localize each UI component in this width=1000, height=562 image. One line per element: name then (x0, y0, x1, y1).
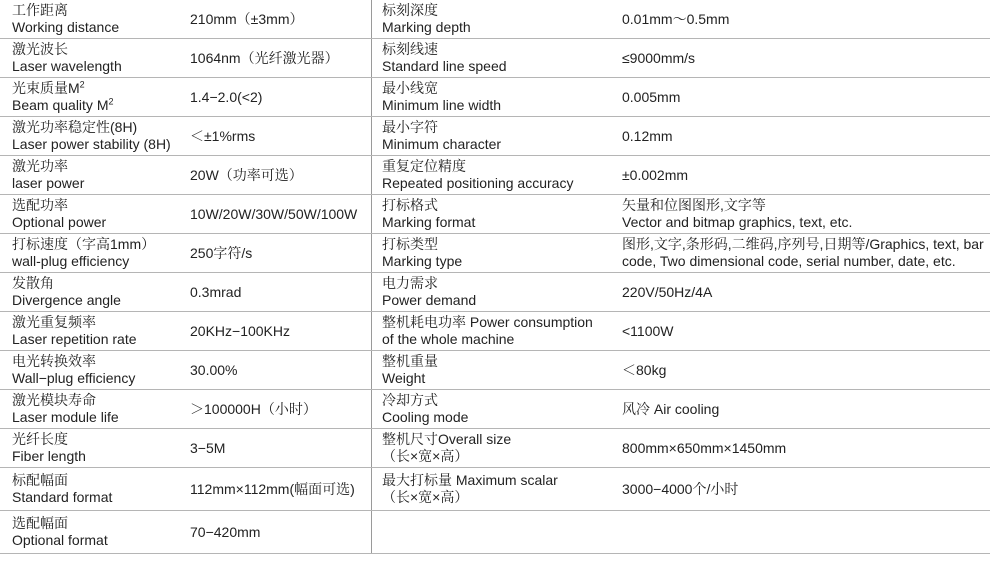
param-name-en: Weight (382, 370, 426, 386)
table-row (0, 468, 990, 511)
param-value (622, 78, 988, 116)
table-row (0, 78, 990, 117)
param-value-text: <1100W (622, 322, 674, 339)
param-name (12, 156, 182, 194)
param-value (190, 468, 370, 510)
param-value-text: 20W（功率可选） (190, 166, 303, 183)
param-name (12, 39, 182, 77)
param-value (622, 39, 988, 77)
param-name (382, 468, 618, 510)
param-name (12, 78, 182, 116)
param-name-en (12, 97, 182, 114)
param-value-text: 0.12mm (622, 127, 673, 144)
param-value (622, 117, 988, 155)
param-value (190, 312, 370, 350)
param-value-text: ＜±1%rms (190, 127, 256, 144)
param-name (382, 351, 618, 389)
param-value (622, 312, 988, 350)
param-name (382, 0, 618, 38)
table-row (0, 156, 990, 195)
param-name (12, 429, 182, 467)
param-name-zh (12, 80, 182, 97)
param-value-text: 1064nm（光纤激光器） (190, 49, 339, 66)
param-name-zh: 最小线宽 (382, 80, 438, 96)
param-name-en: Laser module life (12, 409, 119, 425)
param-name-zh: 激光模块寿命 (12, 392, 96, 408)
param-value (622, 390, 988, 428)
param-value (622, 429, 988, 467)
param-name-en: Divergence angle (12, 292, 121, 308)
param-value (190, 351, 370, 389)
param-value-text: 112mm×112mm(幅面可选) (190, 480, 355, 497)
param-name-en: Laser wavelength (12, 58, 122, 74)
param-name-en-text: Beam quality M (12, 97, 109, 113)
param-value-text: 风冷 Air cooling (622, 400, 720, 417)
param-name-zh: 标刻线速 (382, 41, 438, 57)
param-value-text: Vector and bitmap graphics, text, etc. (622, 214, 853, 230)
param-value-text: 图形,文字,条形码,二维码,序列号,日期等/Graphics, text, bar code, Two dimensional code, serial number, date, etc. (622, 236, 984, 269)
param-value (190, 156, 370, 194)
param-name-en: Optional format (12, 532, 108, 548)
param-name (382, 156, 618, 194)
param-name-zh: 打标类型 (382, 236, 438, 252)
param-value (190, 117, 370, 155)
table-row (0, 0, 990, 39)
param-name (382, 511, 618, 553)
param-value-text: 0.01mm～0.5mm (622, 10, 730, 27)
param-value-text: 800mm×650mm×1450mm (622, 439, 787, 456)
table-row (0, 273, 990, 312)
param-name (382, 312, 618, 350)
param-value (622, 511, 988, 553)
param-value-text: 3000−4000个/小时 (622, 480, 739, 497)
table-row (0, 390, 990, 429)
param-name-zh: 标刻深度 (382, 2, 438, 18)
param-value-text: 0.005mm (622, 88, 681, 105)
superscript: 2 (108, 96, 114, 107)
param-value-text: 3−5M (190, 439, 226, 456)
param-value (190, 39, 370, 77)
param-value (190, 273, 370, 311)
param-value-text: ＞100000H（小时） (190, 400, 317, 417)
param-name (12, 117, 182, 155)
table-row (0, 511, 990, 554)
param-value-text: 矢量和位图图形,文字等 (622, 197, 766, 213)
param-name-en: Standard line speed (382, 58, 507, 74)
param-name-zh: 选配幅面 (12, 515, 68, 531)
param-name-en: Repeated positioning accuracy (382, 175, 574, 191)
param-value-text: 20KHz−100KHz (190, 322, 291, 339)
table-row (0, 117, 990, 156)
param-name-en: （长×宽×高） (382, 489, 469, 505)
table-row (0, 234, 990, 273)
param-value (622, 468, 988, 510)
param-name-zh: 激光功率 (12, 158, 68, 174)
param-name (382, 195, 618, 233)
param-name (382, 78, 618, 116)
param-name (12, 511, 182, 553)
param-value-text: ≤9000mm/s (622, 49, 696, 66)
param-value-text: 1.4−2.0(<2) (190, 88, 263, 105)
param-name-zh: 整机重量 (382, 353, 438, 369)
param-name (12, 312, 182, 350)
param-name-en: Wall−plug efficiency (12, 370, 136, 386)
param-name-zh: 激光波长 (12, 41, 68, 57)
param-value (622, 156, 988, 194)
param-name-en: Marking depth (382, 19, 471, 35)
param-value (622, 0, 988, 38)
param-value (622, 273, 988, 311)
param-name-en: Standard format (12, 489, 113, 505)
table-row (0, 351, 990, 390)
param-name (12, 273, 182, 311)
table-row (0, 429, 990, 468)
param-value-text: 220V/50Hz/4A (622, 283, 713, 300)
superscript: 2 (79, 79, 85, 90)
param-name (382, 117, 618, 155)
param-name-zh: 电光转换效率 (12, 353, 96, 369)
param-value (190, 390, 370, 428)
param-value (622, 195, 988, 233)
param-name-zh: 标配幅面 (12, 472, 68, 488)
param-name-zh: 选配功率 (12, 197, 68, 213)
param-name (12, 195, 182, 233)
table-row (0, 312, 990, 351)
param-name-zh: 激光功率稳定性(8H) (12, 119, 138, 135)
param-name-en: Minimum character (382, 136, 502, 152)
param-name (382, 234, 618, 272)
param-value (190, 429, 370, 467)
param-value (622, 234, 988, 272)
param-value (190, 195, 370, 233)
param-name (382, 273, 618, 311)
param-name-en: Minimum line width (382, 97, 502, 113)
param-name-en: of the whole machine (382, 331, 515, 347)
param-name-en: Working distance (12, 19, 120, 35)
param-name (12, 351, 182, 389)
table-row (0, 39, 990, 78)
param-name (382, 39, 618, 77)
param-name-zh: 光纤长度 (12, 431, 68, 447)
param-name-zh: 电力需求 (382, 275, 438, 291)
param-name (382, 429, 618, 467)
param-name-zh: 打标速度（字高1mm） (12, 236, 156, 252)
param-name-zh: 工作距离 (12, 2, 68, 18)
param-value-text: 70−420mm (190, 523, 261, 540)
param-name-zh: 整机尺寸Overall size (382, 431, 512, 447)
table-row (0, 195, 990, 234)
param-name (12, 468, 182, 510)
param-value-text: 210mm（±3mm） (190, 10, 304, 27)
param-name-en: Marking format (382, 214, 476, 230)
param-value (190, 234, 370, 272)
param-name-zh: 重复定位精度 (382, 158, 466, 174)
param-value (622, 351, 988, 389)
param-name-zh: 整机耗电功率 Power consumption (382, 314, 593, 330)
param-name-en: Marking type (382, 253, 463, 269)
param-name (382, 390, 618, 428)
param-value-text: 10W/20W/30W/50W/100W (190, 205, 358, 222)
param-name (12, 234, 182, 272)
param-name-zh: 冷却方式 (382, 392, 438, 408)
param-name-en: wall-plug efficiency (12, 253, 130, 269)
param-name-en: Power demand (382, 292, 477, 308)
param-value-text: 30.00% (190, 361, 238, 378)
param-value (190, 0, 370, 38)
param-name-zh: 发散角 (12, 275, 54, 291)
param-name-zh: 最小字符 (382, 119, 438, 135)
param-name-zh: 激光重复频率 (12, 314, 96, 330)
param-name-zh-text: 光束质量M (12, 80, 80, 96)
param-value (190, 78, 370, 116)
param-value (190, 511, 370, 553)
param-value-text: ±0.002mm (622, 166, 689, 183)
param-name (12, 390, 182, 428)
param-name-en: Laser repetition rate (12, 331, 137, 347)
param-name-en: Laser power stability (8H) (12, 136, 171, 152)
param-value-text: ＜80kg (622, 361, 667, 378)
param-name-zh: 最大打标量 Maximum scalar (382, 472, 558, 488)
param-name (12, 0, 182, 38)
param-value-text: 0.3mrad (190, 283, 242, 300)
param-name-en: Cooling mode (382, 409, 469, 425)
param-name-en: laser power (12, 175, 85, 191)
param-name-en: Optional power (12, 214, 107, 230)
param-name-en: （长×宽×高） (382, 448, 469, 464)
param-name-zh: 打标格式 (382, 197, 438, 213)
param-value-text: 250字符/s (190, 244, 253, 261)
param-name-en: Fiber length (12, 448, 86, 464)
